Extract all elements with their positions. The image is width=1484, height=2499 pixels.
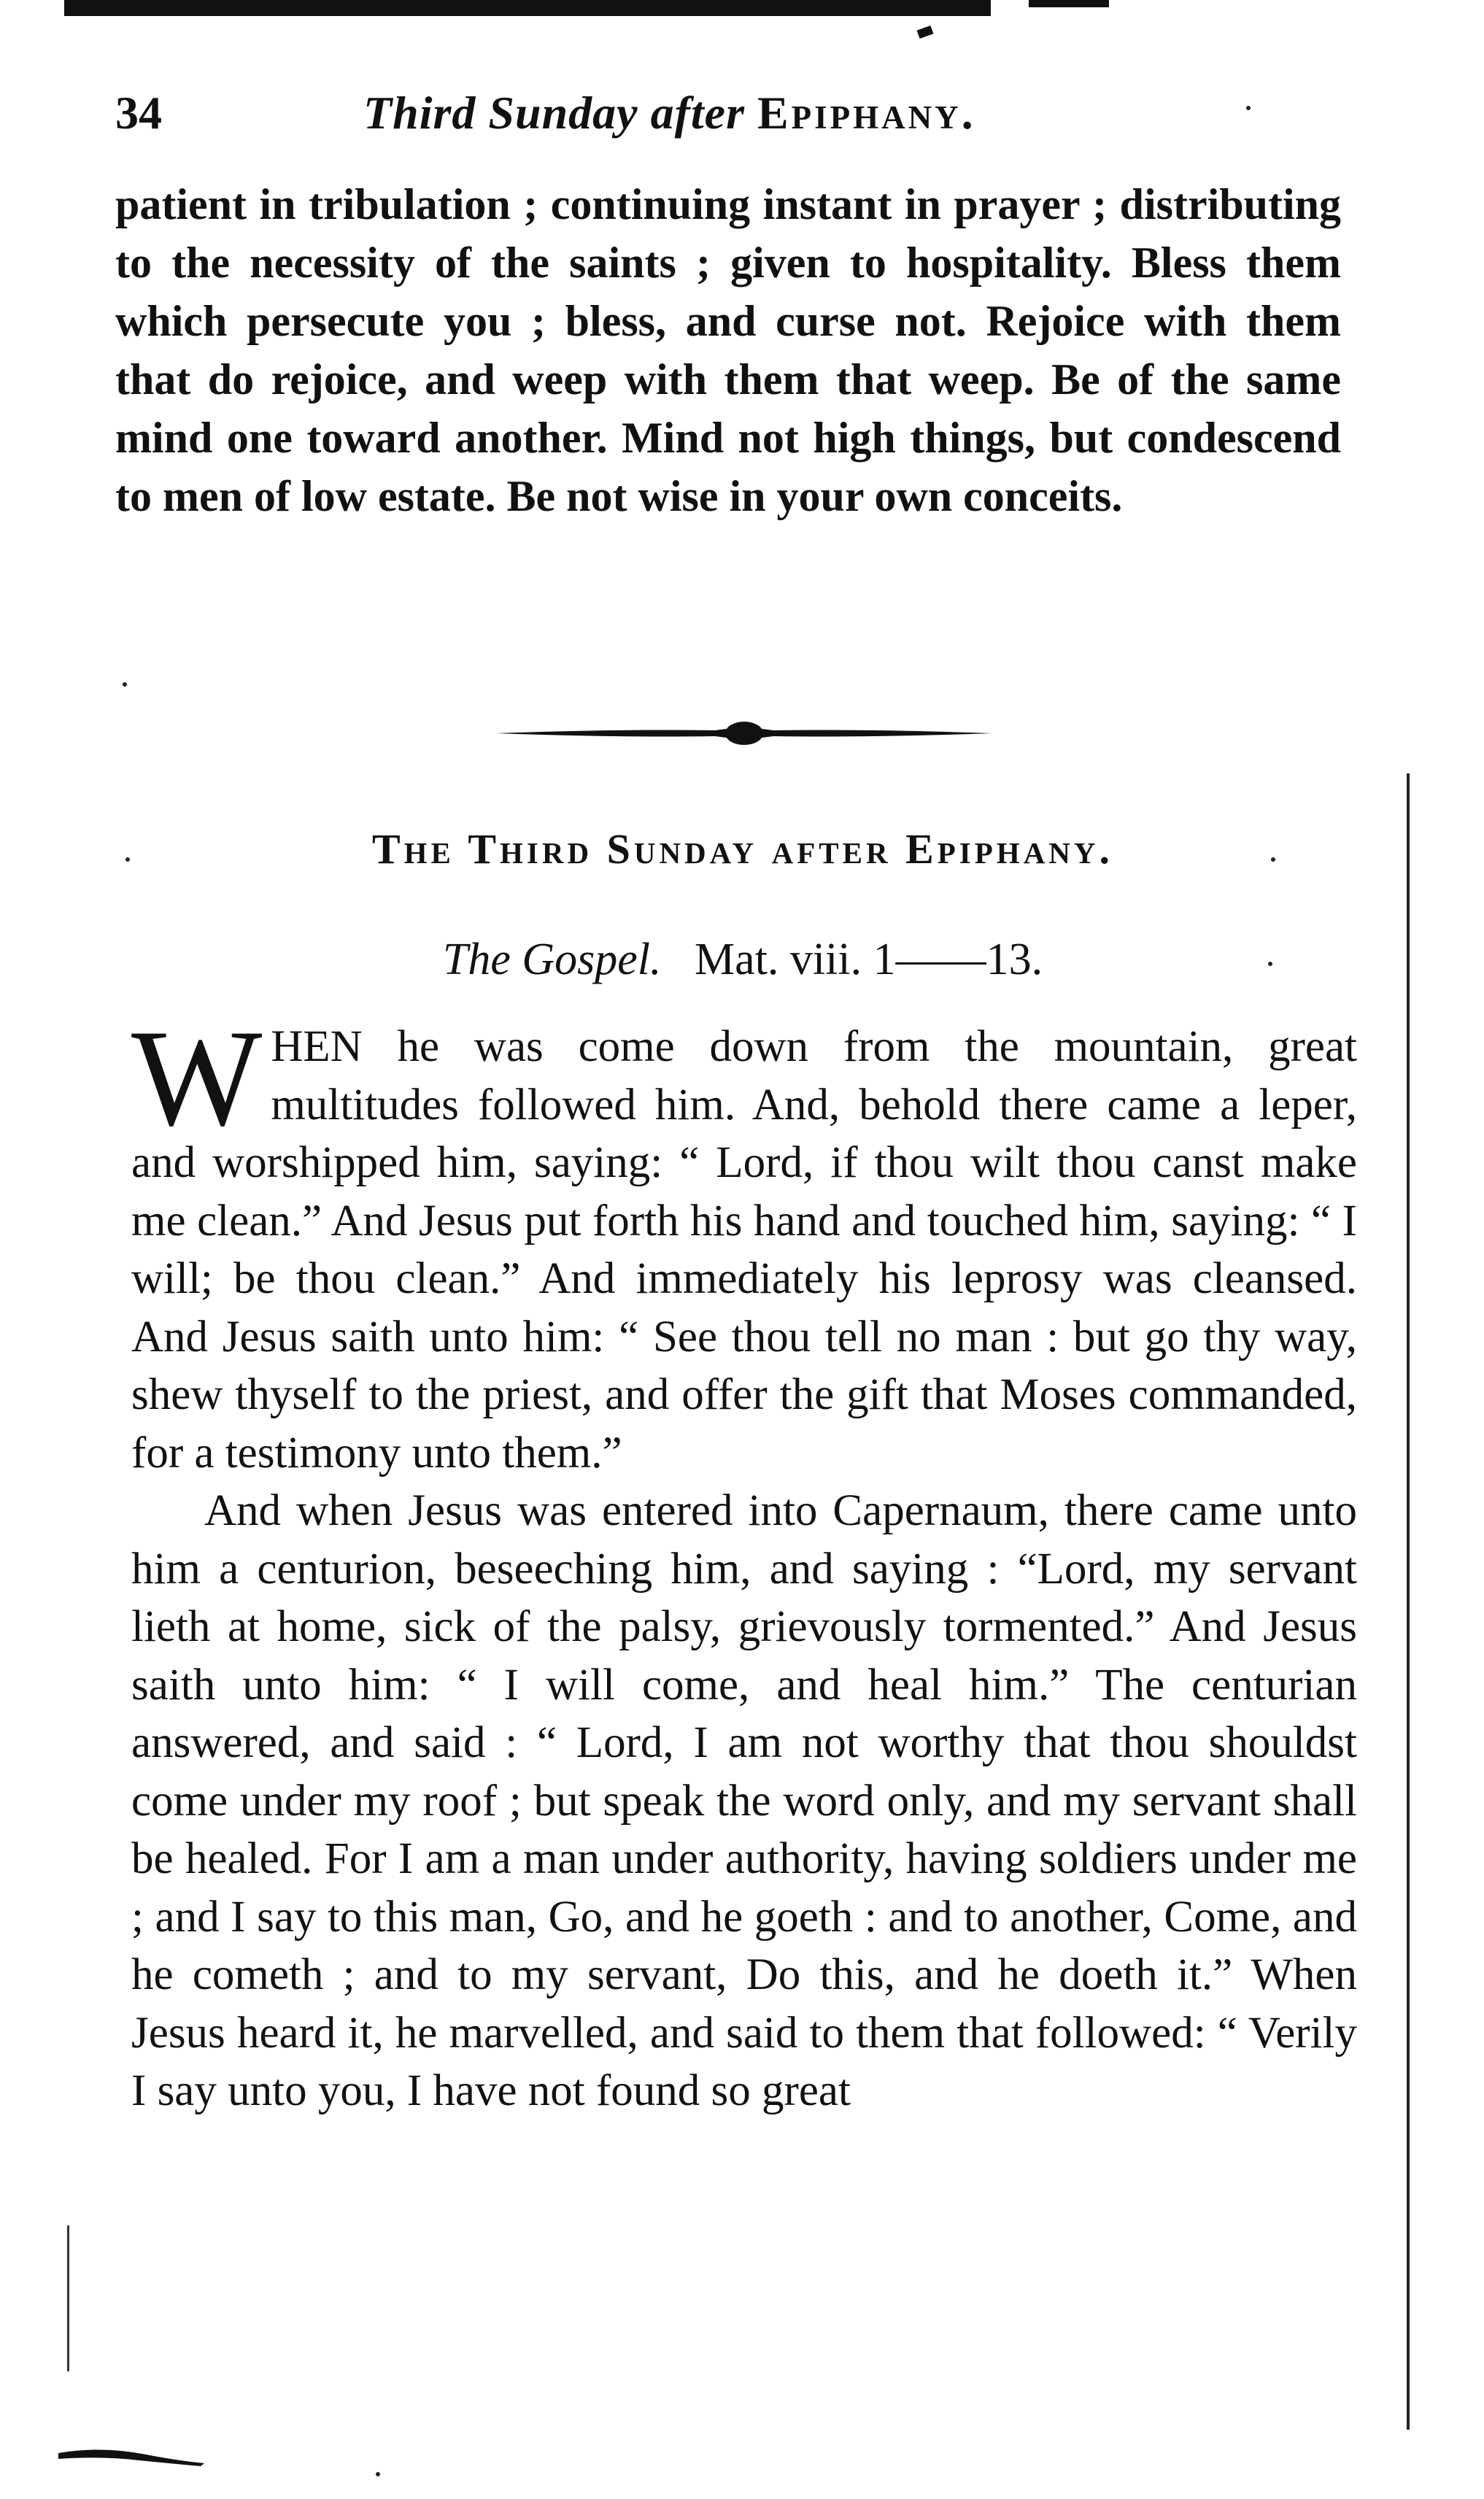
speck: [1246, 106, 1251, 110]
running-title-italic: Third Sunday after: [363, 87, 745, 139]
left-margin-mark: [67, 2225, 69, 2371]
gospel-label: The Gospel.: [442, 935, 662, 984]
running-head: [115, 86, 1356, 144]
drop-cap: W: [131, 1002, 263, 1155]
bottom-ink-smudge: [58, 2444, 204, 2466]
margin-vertical-rule: [1407, 773, 1410, 2430]
gospel-paragraph-1-text: HEN he was come down from the mountain, great multitudes followed him. And, behold there came a leper, and worshipped him, saying: “ Lord, if thou wilt thou canst make me clean.” And Jesus put forth his hand and touched him, saying: “ I will; be thou clean.” And immediately his leprosy was cleansed. And Jesus saith unto him: “ See thou tell no man : but go thy way, shew thyself to the priest, and offer the gift that Moses commanded, for a testimony unto them.”: [131, 1022, 1357, 1478]
epistle-continuation-text: patient in tribulation ; continuing instant in prayer ; distributing to the necessity of the saints ; given to hospitality. Bless them which persecute you ; bless, and curse not. Rejoice with them that do rejoice, and weep with them that weep. Be of the same mind one toward another. Mind not high things, but condescend to men of low estate. Be not wise in your own conceits.: [115, 180, 1341, 520]
speck: [123, 682, 127, 687]
running-title: [363, 86, 976, 140]
section-heading: The Third Sunday after Epiphany.: [371, 825, 1114, 873]
running-title-caps: Epiphany.: [757, 87, 976, 139]
gospel-text: [131, 1002, 1357, 2120]
gospel-paragraph-2: And when Jesus was entered into Capernaum, there came unto him a centurion, beseeching him, and saying : “Lord, my servant lieth at home, sick of the palsy, grievously tormented.” And Jesus saith unto him: “ I will come, and heal him.” The centurian answered, and said : “ Lord, I am not worthy that thou shouldst come under my roof ; but speak the word only, and my servant shall be healed. For I am a man under authority, having soldiers under me ; and I say to this man, Go, and he goeth : and to another, Come, and he cometh ; and to my servant, Do this, and he doeth it.” When Jesus heard it, he marvelled, and said to them that followed: “ Verily I say unto you, I have not found so great: [131, 1486, 1357, 2115]
gospel-paragraph-1: [131, 1002, 1357, 1482]
speck: [376, 2472, 380, 2476]
top-border-rule: [64, 0, 991, 16]
ink-mark: [917, 26, 934, 39]
gospel-reference: Mat. viii. 1——13.: [695, 935, 1043, 984]
section-divider-ornament: [496, 719, 992, 748]
gospel-reference-line: [115, 934, 1370, 986]
page-number: 34: [115, 87, 162, 139]
top-border-rule-fragment: [1029, 0, 1109, 7]
